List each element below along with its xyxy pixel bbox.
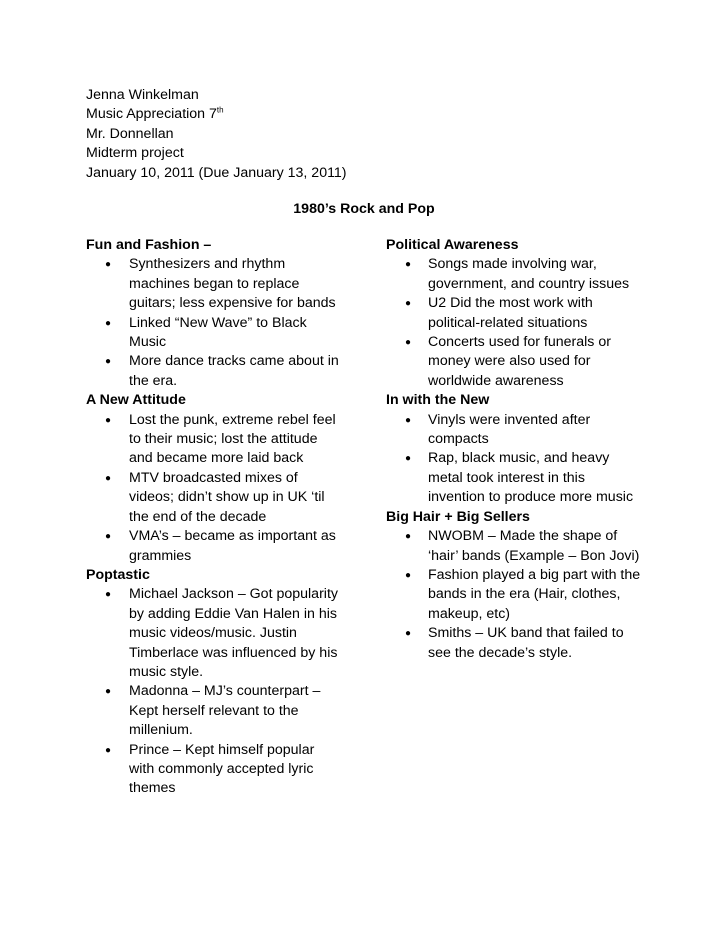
bullet-line: MTV broadcasted mixes of [129,469,298,486]
project-name: Midterm project [86,145,184,162]
bullet-item [86,585,356,682]
bullet-line: invention to produce more music [428,489,634,506]
right-column [386,236,656,663]
bullet-item [86,352,356,391]
bullet-line: makeup, etc) [428,605,511,622]
bullet-line: Prince – Kept himself popular [129,741,315,758]
bullet-line: ‘hair’ bands (Example – Bon Jovi) [428,547,640,564]
bullet-line: More dance tracks came about in [129,353,339,370]
bullet-line: political-related situations [428,314,588,331]
bullet-line: guitars; less expensive for bands [129,295,336,312]
section-title: Fun and Fashion – [86,237,212,253]
header-block [86,86,347,183]
section-title: In with the New [386,392,490,409]
section-fun [86,236,356,391]
bullet-dot-icon: ● [105,531,112,543]
bullet-line: by adding Eddie Van Halen in his [129,605,337,622]
bullet-line: U2 Did the most work with [428,295,593,312]
bullet-line: NWOBM – Made the shape of [428,528,618,545]
bullet-line: machines began to replace [129,275,300,292]
section-hair [386,508,656,663]
bullet-dot-icon: ● [105,356,112,368]
bullet-line: Fashion played a big part with the [428,566,641,583]
document-title: 1980’s Rock and Pop [293,201,435,217]
bullet-line: Vinyls were invented after [428,411,591,428]
section-title: Political Awareness [386,237,519,253]
bullet-dot-icon: ● [105,744,112,756]
bullet-item [86,741,356,799]
bullet-line: money were also used for [428,353,591,370]
bullet-line: Rap, black music, and heavy [428,450,610,467]
bullet-line: to their music; lost the attitude [129,431,318,448]
bullet-item [86,314,356,353]
bullet-dot-icon: ● [405,414,412,426]
bullet-item [386,333,656,391]
section-attitude [86,391,356,566]
bullet-item [386,294,656,333]
bullet-line: bands in the era (Hair, clothes, [428,586,621,603]
bullet-line: see the decade’s style. [428,644,573,661]
bullet-dot-icon: ● [405,259,412,271]
bullet-line: Linked “New Wave” to Black [129,314,307,331]
bullet-line: metal took interest in this [428,469,585,486]
bullet-line: music style. [129,663,204,680]
bullet-line: Kept herself relevant to the [129,702,299,719]
left-column [86,236,356,799]
bullet-line: millenium. [129,722,193,739]
bullet-dot-icon: ● [105,472,112,484]
bullet-line: government, and country issues [428,275,630,292]
bullet-dot-icon: ● [105,259,112,271]
class-name-text: Music Appreciation 7 [86,106,217,123]
bullet-line: VMA’s – became as important as [129,528,336,545]
bullet-line: grammies [129,547,192,564]
bullet-line: themes [129,780,176,797]
bullet-line: Madonna – MJ’s counterpart – [129,683,321,700]
section-new [386,391,656,507]
bullet-dot-icon: ● [405,298,412,310]
bullet-line: Smiths – UK band that failed to [428,625,624,642]
bullet-line: Lost the punk, extreme rebel feel [129,411,336,428]
bullet-list [386,255,656,391]
bullet-item [386,411,656,450]
bullet-dot-icon: ● [405,531,412,543]
bullet-list [86,255,356,391]
bullet-line: with commonly accepted lyric [129,760,314,777]
bullet-dot-icon: ● [405,628,412,640]
bullet-line: Timberlace was influenced by his [129,644,338,661]
student-name: Jenna Winkelman [86,87,199,103]
section-poptastic [86,566,356,799]
bullet-line: Michael Jackson – Got popularity [129,586,338,603]
bullet-item [86,411,356,469]
bullet-line: the era. [129,372,178,389]
bullet-item [386,255,656,294]
bullet-dot-icon: ● [105,589,112,601]
bullet-list [386,527,656,663]
bullet-dot-icon: ● [105,414,112,426]
bullet-list [86,585,356,798]
bullet-item [86,255,356,313]
bullet-line: Music [129,334,167,351]
section-political [386,236,656,391]
bullet-line: and became more laid back [129,450,304,467]
section-title: Poptastic [86,566,150,583]
bullet-line: music videos/music. Justin [129,625,297,642]
bullet-dot-icon: ● [105,686,112,698]
bullet-line: Concerts used for funerals or [428,334,611,351]
bullet-item [386,449,656,507]
bullet-line: worldwide awareness [428,372,564,389]
bullet-list [86,411,356,566]
bullet-item [86,469,356,527]
bullet-line: the end of the decade [129,508,267,525]
bullet-dot-icon: ● [405,569,412,581]
teacher-name: Mr. Donnellan [86,125,174,142]
bullet-dot-icon: ● [105,317,112,329]
section-title: Big Hair + Big Sellers [386,508,530,525]
class-name-superscript: th [216,105,224,115]
class-name [86,105,347,124]
bullet-item [386,527,656,566]
bullet-item [86,682,356,740]
bullet-dot-icon: ● [405,337,412,349]
bullet-line: compacts [428,431,489,448]
bullet-item [386,624,656,663]
bullet-dot-icon: ● [405,453,412,465]
bullet-item [386,566,656,624]
section-title: A New Attitude [86,392,186,409]
bullet-item [86,527,356,566]
date-line: January 10, 2011 (Due January 13, 2011) [86,164,347,181]
bullet-line: videos; didn’t show up in UK ‘til [129,489,325,506]
bullet-list [386,411,656,508]
bullet-line: Songs made involving war, [428,256,597,273]
bullet-line: Synthesizers and rhythm [129,256,286,273]
